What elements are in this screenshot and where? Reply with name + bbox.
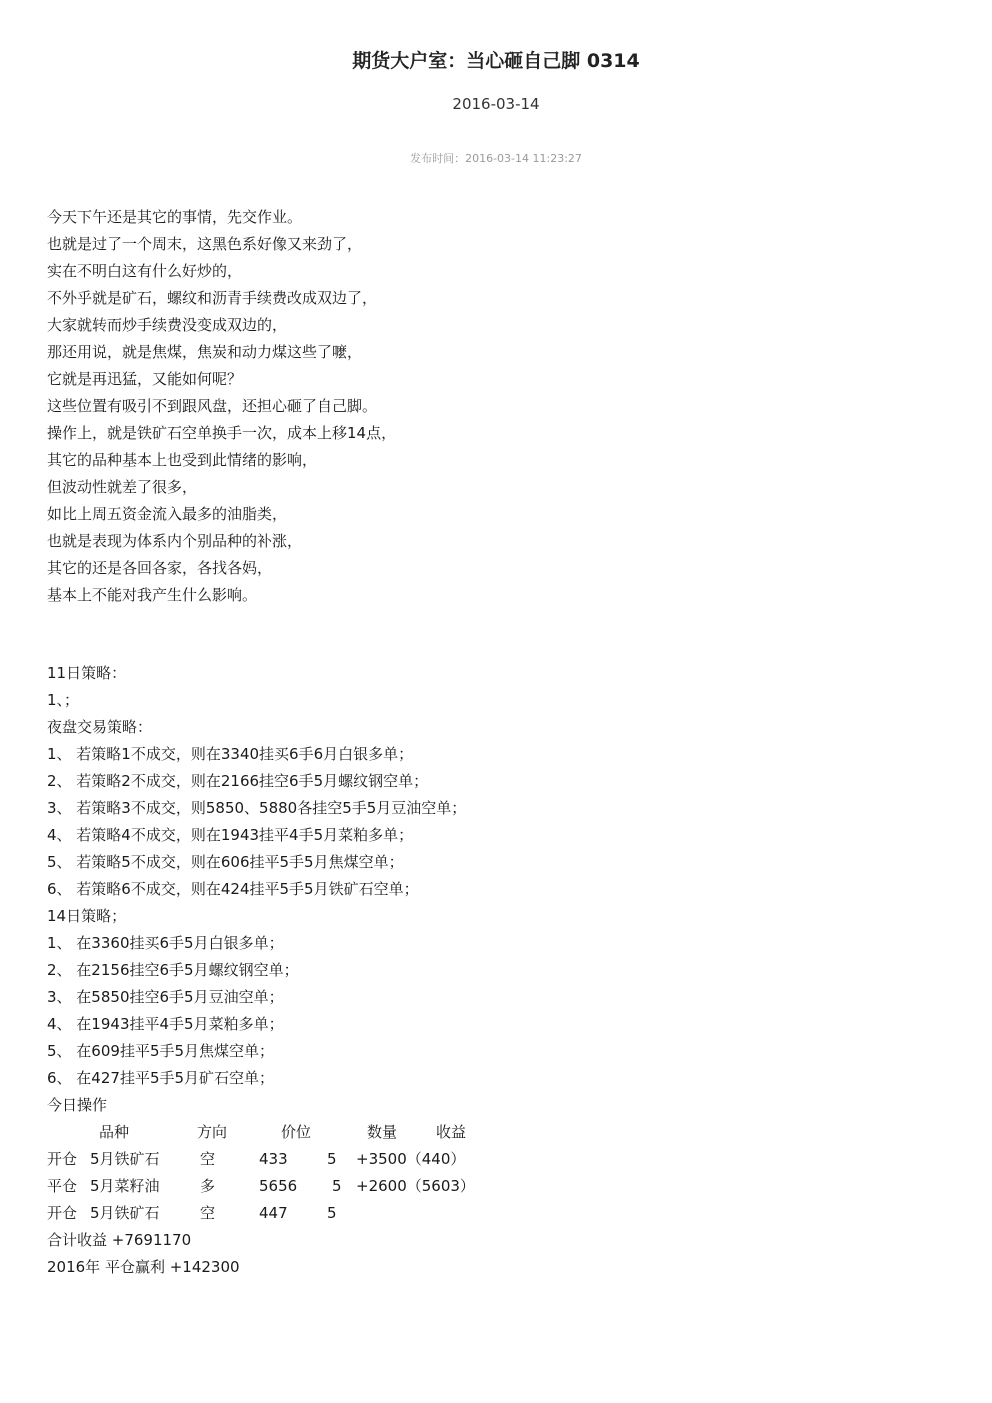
strategy-heading: 11日策略： — [47, 664, 127, 682]
row-action: 开仓 — [47, 1150, 78, 1168]
row-qty: 5 — [332, 1177, 342, 1195]
row-action: 开仓 — [47, 1204, 78, 1222]
strategy-line: 6、 在427挂平5手5月矿石空单； — [47, 1069, 275, 1087]
text-line: 今天下午还是其它的事情，先交作业。 — [47, 208, 303, 226]
operations-row — [47, 1173, 475, 1200]
text-line: 也就是表现为体系内个别品种的补涨， — [47, 532, 303, 550]
operations-heading: 今日操作 — [47, 1096, 108, 1114]
header-product: 品种 — [99, 1123, 130, 1141]
strategy-line: 4、 若策略4不成交，则在1943挂平4手5月菜粕多单； — [47, 826, 414, 844]
row-product: 5月铁矿石 — [90, 1204, 160, 1222]
row-profit: +3500（440） — [356, 1150, 466, 1168]
strategy-line: 4、 在1943挂平4手5月菜粕多单； — [47, 1015, 284, 1033]
article-date: 2016-03-14 — [452, 95, 540, 113]
operations-header-row — [47, 1119, 466, 1146]
total-profit: 合计收益 +7691170 — [47, 1231, 192, 1249]
row-product: 5月铁矿石 — [90, 1150, 160, 1168]
strategy-line: 1、 在3360挂买6手5月白银多单； — [47, 934, 284, 952]
text-line: 也就是过了一个周末，这黑色系好像又来劲了， — [47, 235, 363, 253]
page-title: 期货大户室：当心砸自己脚 0314 — [352, 50, 640, 72]
text-line: 操作上，就是铁矿石空单换手一次，成本上移14点， — [47, 424, 397, 442]
operations-row — [47, 1146, 466, 1173]
operations-row — [47, 1200, 466, 1227]
strategy-line: 1、； — [47, 691, 80, 709]
year-profit: 2016年 平仓赢利 +142300 — [47, 1258, 240, 1276]
strategy-line: 5、 若策略5不成交，则在606挂平5手5月焦煤空单； — [47, 853, 404, 871]
row-product: 5月菜籽油 — [90, 1177, 160, 1195]
text-line: 但波动性就差了很多， — [47, 478, 198, 496]
header-price: 价位 — [281, 1123, 312, 1141]
text-line: 大家就转而炒手续费没变成双边的， — [47, 316, 288, 334]
header-direction: 方向 — [197, 1123, 228, 1141]
text-line: 那还用说，就是焦煤，焦炭和动力煤这些了嚒， — [47, 343, 363, 361]
text-line: 实在不明白这有什么好炒的， — [47, 262, 243, 280]
text-line: 这些位置有吸引不到跟风盘，还担心砸了自己脚。 — [47, 397, 378, 415]
row-price: 433 — [259, 1150, 288, 1168]
text-line: 其它的品种基本上也受到此情绪的影响， — [47, 451, 318, 469]
text-line: 如比上周五资金流入最多的油脂类， — [47, 505, 288, 523]
row-direction: 多 — [200, 1177, 216, 1195]
strategy-section — [47, 660, 475, 1281]
strategy-heading: 14日策略； — [47, 907, 127, 925]
strategy-line: 5、 在609挂平5手5月焦煤空单； — [47, 1042, 275, 1060]
strategy-line: 6、 若策略6不成交，则在424挂平5手5月铁矿石空单； — [47, 880, 419, 898]
header-qty: 数量 — [367, 1123, 398, 1141]
text-line: 不外乎就是矿石，螺纹和沥青手续费改成双边了， — [47, 289, 378, 307]
header-profit: 收益 — [436, 1123, 467, 1141]
row-price: 447 — [259, 1204, 288, 1222]
strategy-line: 3、 在5850挂空6手5月豆油空单； — [47, 988, 284, 1006]
intro-text — [47, 204, 396, 609]
strategy-heading: 夜盘交易策略： — [47, 718, 153, 736]
row-qty: 5 — [327, 1204, 337, 1222]
row-qty: 5 — [327, 1150, 337, 1168]
row-action: 平仓 — [47, 1177, 78, 1195]
text-line: 基本上不能对我产生什么影响。 — [47, 586, 258, 604]
strategy-line: 2、 在2156挂空6手5月螺纹钢空单； — [47, 961, 299, 979]
row-direction: 空 — [200, 1204, 216, 1222]
strategy-line: 1、 若策略1不成交，则在3340挂买6手6月白银多单； — [47, 745, 414, 763]
row-profit: +2600（5603） — [356, 1177, 475, 1195]
row-direction: 空 — [200, 1150, 216, 1168]
row-price: 5656 — [259, 1177, 298, 1195]
publish-time: 发布时间：2016-03-14 11:23:27 — [410, 152, 582, 165]
strategy-line: 2、 若策略2不成交，则在2166挂空6手5月螺纹钢空单； — [47, 772, 429, 790]
text-line: 它就是再迅猛，又能如何呢？ — [47, 370, 243, 388]
text-line: 其它的还是各回各家，各找各妈， — [47, 559, 273, 577]
strategy-line: 3、 若策略3不成交，则5850、5880各挂空5手5月豆油空单； — [47, 799, 467, 817]
